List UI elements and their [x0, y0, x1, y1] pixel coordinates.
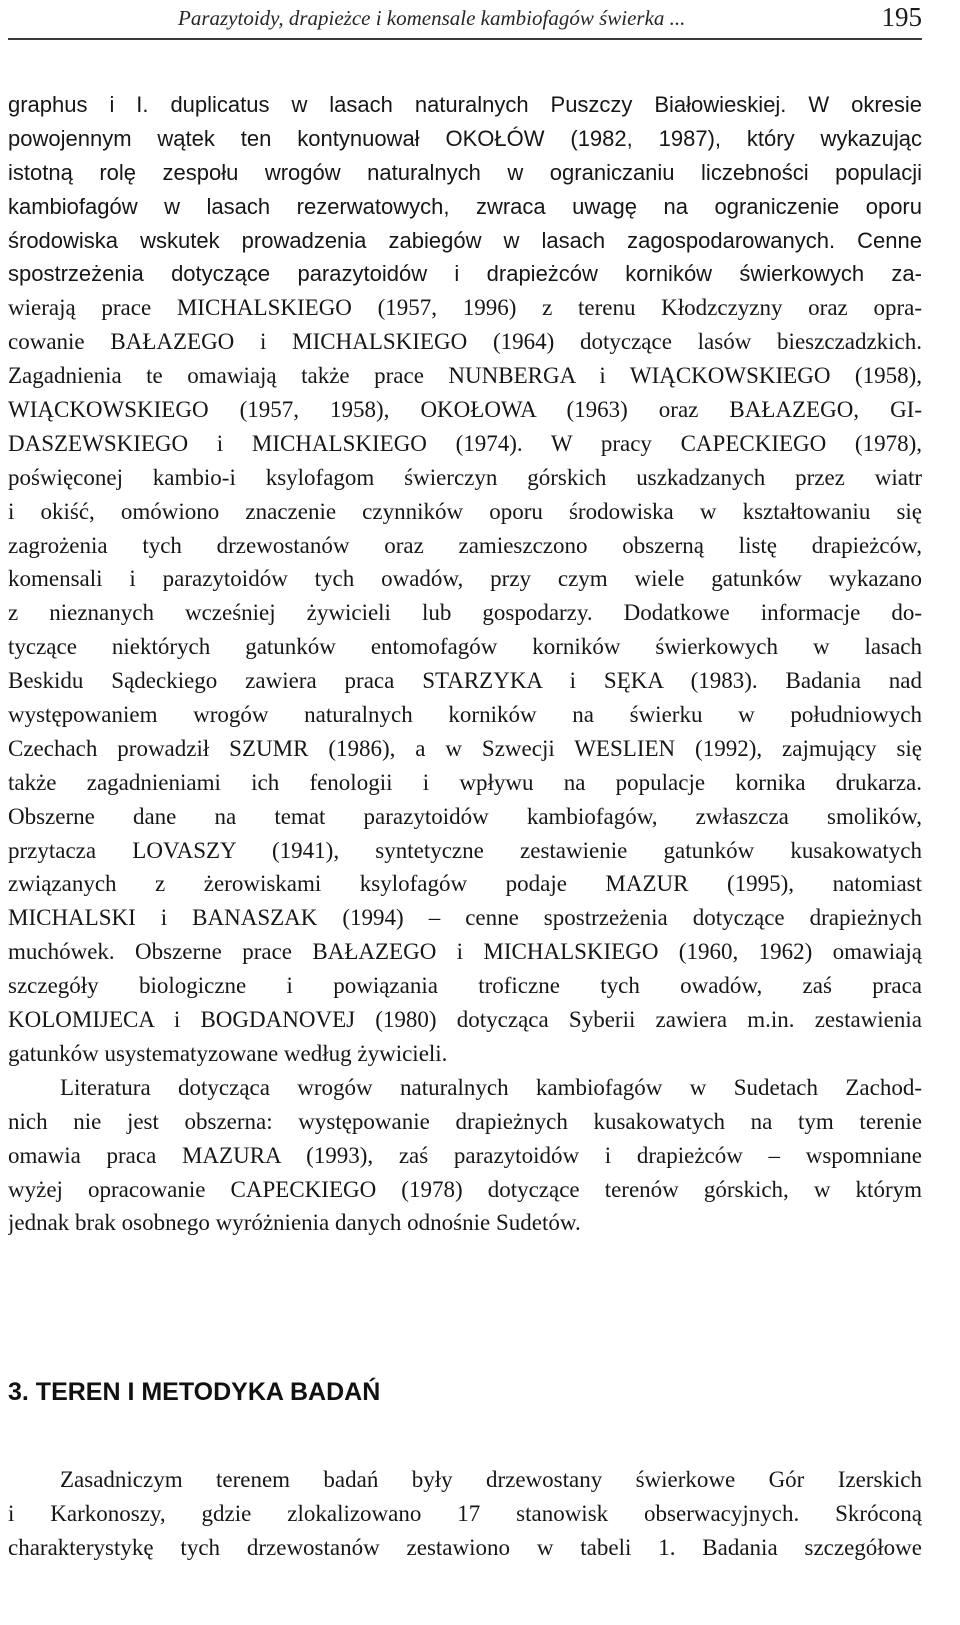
- text-line: cowanie BAŁAZEGO i MICHALSKIEGO (1964) dotyczące lasów bieszczadzkich.: [8, 329, 922, 355]
- text-line: WIĄCKOWSKIEGO (1957, 1958), OKOŁOWA (1963) oraz BAŁAZEGO, GI-: [8, 397, 922, 423]
- text-line: szczegóły biologiczne i powiązania troficzne tych owadów, zaś praca: [8, 973, 922, 999]
- text-line: także zagadnieniami ich fenologii i wpływu na populacje kornika drukarza.: [8, 769, 922, 795]
- text-line: jednak brak osobnego wyróżnienia danych odnośnie Sudetów.: [8, 1210, 581, 1236]
- text-line: komensali i parazytoidów tych owadów, przy czym wiele gatunków wykazano: [8, 566, 922, 592]
- running-header: [8, 0, 922, 34]
- text-line: MICHALSKI i BANASZAK (1994) – cenne spostrzeżenia dotyczące drapieżnych: [8, 905, 922, 931]
- paragraph-1: [8, 88, 922, 1071]
- page-number: 195: [881, 2, 922, 32]
- text-line: istotną rolę zespołu wrogów naturalnych w ograniczaniu liczebności populacji: [8, 159, 922, 185]
- text-line: przytacza LOVASZY (1941), syntetyczne zestawienie gatunków kusakowatych: [8, 837, 922, 863]
- text-line: omawia praca MAZURA (1993), zaś parazytoidów i drapieżców – wspomniane: [8, 1142, 922, 1168]
- text-line: związanych z żerowiskami ksylofagów podaje MAZUR (1995), natomiast: [8, 871, 922, 897]
- header-rule: [8, 38, 922, 40]
- text-line: środowiska wskutek prowadzenia zabiegów w lasach zagospodarowanych. Cenne: [8, 227, 922, 253]
- text-line: poświęconej kambio-i ksylofagom świerczyn górskich uszkadzanych przez wiatr: [8, 464, 922, 490]
- text-line: Zasadniczym terenem badań były drzewostany świerkowe Gór Izerskich: [60, 1467, 922, 1492]
- text-line: tyczące niektórych gatunków entomofagów korników świerkowych w lasach: [8, 634, 922, 660]
- text-line: powojennym wątek ten kontynuował OKOŁÓW (1982, 1987), który wykazując: [8, 125, 922, 151]
- text-line: wierają prace MICHALSKIEGO (1957, 1996) z terenu Kłodzczyzny oraz opra-: [8, 295, 922, 321]
- text-line: występowaniem wrogów naturalnych korników na świerku w południowych: [8, 702, 922, 728]
- text-line: KOLOMIJECA i BOGDANOVEJ (1980) dotycząca Syberii zawiera m.in. zestawienia: [8, 1007, 922, 1033]
- text-line: wyżej opracowanie CAPECKIEGO (1978) dotyczące terenów górskich, w którym: [8, 1176, 922, 1202]
- text-line: DASZEWSKIEGO i MICHALSKIEGO (1974). W pracy CAPECKIEGO (1978),: [8, 430, 922, 456]
- text-line: i okiść, omówiono znaczenie czynników oporu środowiska w kształtowaniu się: [8, 498, 922, 524]
- text-line: Beskidu Sądeckiego zawiera praca STARZYKA i SĘKA (1983). Badania nad: [8, 668, 922, 694]
- section-heading: 3. TEREN I METODYKA BADAŃ: [8, 1378, 381, 1406]
- text-line: spostrzeżenia dotyczące parazytoidów i drapieżców korników świerkowych za-: [8, 261, 922, 287]
- text-line: gatunków usystematyzowane według żywicieli.: [8, 1040, 448, 1066]
- text-line: z nieznanych wcześniej żywicieli lub gospodarzy. Dodatkowe informacje do-: [8, 600, 922, 626]
- paragraph-2: [8, 1071, 922, 1240]
- text-line: i Karkonoszy, gdzie zlokalizowano 17 stanowisk obserwacyjnych. Skróconą: [8, 1500, 922, 1526]
- text-line: Zagadnienia te omawiają także prace NUNBERGA i WIĄCKOWSKIEGO (1958),: [8, 363, 922, 389]
- running-title: Parazytoidy, drapieżce i komensale kambiofagów świerka ...: [178, 6, 686, 30]
- text-line: kambiofagów w lasach rezerwatowych, zwraca uwagę na ograniczenie oporu: [8, 193, 922, 219]
- text-line: Literatura dotycząca wrogów naturalnych kambiofagów w Sudetach Zachod-: [60, 1074, 922, 1100]
- text-line: zagrożenia tych drzewostanów oraz zamieszczono obszerną listę drapieżców,: [8, 532, 922, 558]
- text-line: nich nie jest obszerna: występowanie drapieżnych kusakowatych na tym terenie: [8, 1108, 922, 1134]
- text-line: Czechach prowadził SZUMR (1986), a w Szwecji WESLIEN (1992), zajmujący się: [8, 735, 922, 761]
- text-line: charakterystykę tych drzewostanów zestawiono w tabeli 1. Badania szczegółowe: [8, 1534, 922, 1560]
- text-line: muchówek. Obszerne prace BAŁAZEGO i MICHALSKIEGO (1960, 1962) omawiają: [8, 939, 922, 965]
- text-line: graphus i I. duplicatus w lasach naturalnych Puszczy Białowieskiej. W okresie: [8, 92, 922, 117]
- text-line: Obszerne dane na temat parazytoidów kambiofagów, zwłaszcza smolików,: [8, 803, 922, 829]
- section-paragraph: [8, 1463, 922, 1565]
- body-text: [8, 88, 922, 1240]
